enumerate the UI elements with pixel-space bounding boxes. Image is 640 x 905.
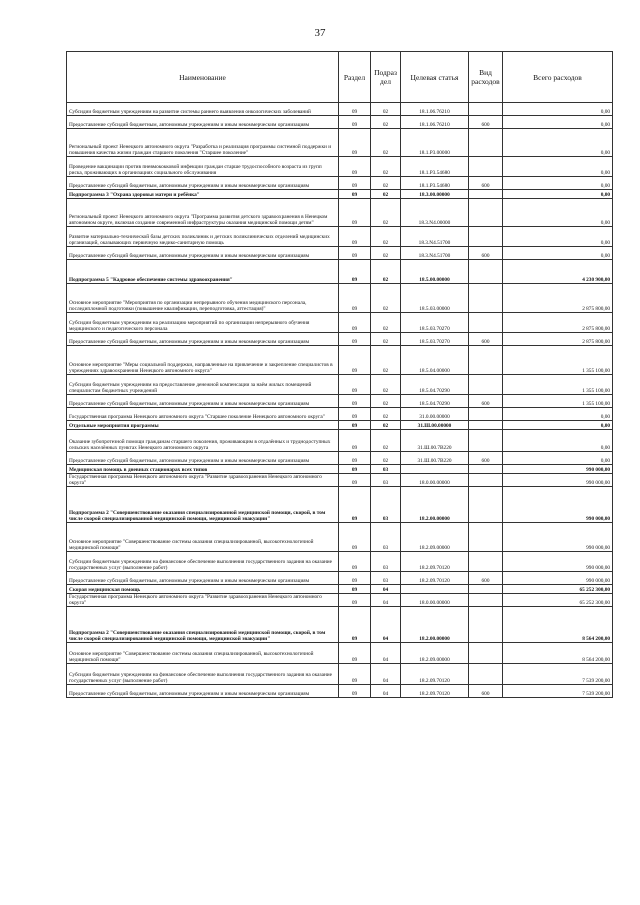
cell-total: 65 252 300,00 [503,594,613,607]
cell-kind: 600 [469,177,503,190]
cell-name: Подпрограмма 2 "Совершенствование оказания специализированной медицинской помощи, скорой, в том числе скорой специализированной медицинской помощи, медицинской эвакуации" [67,607,339,643]
cell-total: 1 355 100,00 [503,395,613,408]
cell-section: 09 [339,408,371,421]
cell-section: 09 [339,430,371,452]
cell-name: Субсидии бюджетным учреждениям на развитие системы раннего выявления онкологических заболеваний [67,103,339,116]
table-row [67,116,613,129]
cell-target: 18.5.04.70290 [401,395,469,408]
cell-target: 18.3.00.00000 [401,190,469,199]
table-row [67,395,613,408]
table-row [67,664,613,685]
cell-target: 18.0.00.00000 [401,474,469,487]
cell-target: 18.3.N4.00000 [401,199,469,227]
table-row [67,227,613,247]
cell-subsection: 02 [371,395,401,408]
cell-target: 18.2.09.00000 [401,523,469,552]
cell-section: 09 [339,199,371,227]
table-row [67,487,613,523]
table-row [67,643,613,664]
table-row [67,421,613,430]
cell-target: 18.2.09.00000 [401,643,469,664]
cell-name: Подпрограмма 3 "Охрана здоровья матери и ребёнка" [67,190,339,199]
cell-target: 18.5.04.00000 [401,346,469,375]
cell-total: 65 252 300,00 [503,585,613,594]
cell-name: Предоставление субсидий бюджетным, автономным учреждениям и иным некоммерческим организациям [67,452,339,465]
cell-total: 0,00 [503,227,613,247]
cell-subsection: 02 [371,375,401,395]
cell-target: 31.Ш.00.7В220 [401,430,469,452]
cell-target: 18.5.03.00000 [401,284,469,313]
cell-target: 18.1.06.76210 [401,116,469,129]
table-row [67,523,613,552]
cell-total: 2 875 800,00 [503,284,613,313]
cell-section: 09 [339,523,371,552]
cell-section: 09 [339,260,371,284]
cell-kind [469,552,503,572]
cell-subsection: 02 [371,333,401,346]
cell-kind: 600 [469,572,503,585]
page-number: 37 [314,27,326,39]
cell-target: 18.3.N4.51700 [401,247,469,260]
table-row [67,465,613,474]
table-row [67,346,613,375]
cell-target: 18.2.00.00000 [401,607,469,643]
cell-kind [469,523,503,552]
cell-subsection: 04 [371,664,401,685]
cell-kind: 600 [469,685,503,698]
cell-section: 09 [339,585,371,594]
table-row [67,260,613,284]
header-kind: Вид расходов [469,52,503,103]
cell-total: 0,00 [503,177,613,190]
table-row [67,408,613,421]
cell-subsection: 02 [371,421,401,430]
cell-section: 09 [339,190,371,199]
table-row [67,247,613,260]
cell-name: Предоставление субсидий бюджетным, автономным учреждениям и иным некоммерческим организациям [67,116,339,129]
cell-kind [469,227,503,247]
cell-target: 18.2.09.70120 [401,552,469,572]
cell-section: 09 [339,421,371,430]
table-row [67,430,613,452]
cell-target: 18.5.03.70270 [401,333,469,346]
cell-subsection: 02 [371,103,401,116]
cell-kind [469,585,503,594]
cell-name: Региональный проект Ненецкого автономного округа "Программа развития детского здравоохранения в Ненецком автономном округе, включая создание современной инфраструктуры оказания медицинской помощи детям" [67,199,339,227]
cell-kind [469,260,503,284]
cell-subsection: 02 [371,199,401,227]
cell-total: 0,00 [503,129,613,157]
cell-target: 31.Ш.00.00000 [401,421,469,430]
cell-target: 18.1.P3.54680 [401,177,469,190]
cell-total: 0,00 [503,103,613,116]
cell-subsection: 02 [371,157,401,177]
table-row [67,199,613,227]
cell-name: Проведение вакцинации против пневмококковой инфекции граждан старше трудоспособного возраста из групп риска, проживающих в организациях социального обслуживания [67,157,339,177]
cell-total: 8 564 200,00 [503,643,613,664]
cell-target [401,465,469,474]
table-row [67,284,613,313]
cell-subsection: 02 [371,260,401,284]
cell-target: 18.1.P3.00000 [401,129,469,157]
header-section: Раздел [339,52,371,103]
cell-kind [469,346,503,375]
cell-subsection: 04 [371,594,401,607]
cell-target: 18.5.04.70290 [401,375,469,395]
cell-name: Предоставление субсидий бюджетным, автономным учреждениям и иным некоммерческим организациям [67,177,339,190]
cell-name: Скорая медицинская помощь [67,585,339,594]
cell-kind [469,157,503,177]
cell-name: Основное мероприятие "Меры социальной поддержки, направленные на привлечение и закрепление специалистов в учреждениях здравоохранения Ненецкого автономного округа" [67,346,339,375]
cell-kind: 600 [469,116,503,129]
cell-total: 0,00 [503,430,613,452]
cell-subsection: 04 [371,607,401,643]
cell-subsection: 04 [371,585,401,594]
cell-section: 09 [339,487,371,523]
cell-kind [469,190,503,199]
table-row [67,177,613,190]
cell-section: 09 [339,129,371,157]
cell-subsection: 02 [371,129,401,157]
cell-section: 09 [339,103,371,116]
cell-name: Предоставление субсидий бюджетным, автономным учреждениям и иным некоммерческим организациям [67,333,339,346]
header-row [67,52,613,103]
cell-target: 18.2.09.70120 [401,685,469,698]
cell-kind [469,375,503,395]
cell-total: 990 000,00 [503,474,613,487]
cell-name: Подпрограмма 2 "Совершенствование оказания специализированной медицинской помощи, скорой, в том числе скорой специализированной медицинской помощи, медицинской эвакуации" [67,487,339,523]
cell-target: 18.1.06.76210 [401,103,469,116]
cell-subsection: 03 [371,552,401,572]
cell-total: 7 539 200,00 [503,664,613,685]
cell-section: 09 [339,685,371,698]
cell-section: 09 [339,227,371,247]
cell-subsection: 03 [371,523,401,552]
cell-kind [469,284,503,313]
cell-total: 0,00 [503,199,613,227]
cell-target: 18.0.00.00000 [401,594,469,607]
cell-name: Предоставление субсидий бюджетным, автономным учреждениям и иным некоммерческим организациям [67,247,339,260]
cell-section: 09 [339,607,371,643]
cell-kind [469,430,503,452]
table-row [67,585,613,594]
cell-subsection: 02 [371,452,401,465]
cell-total: 1 355 100,00 [503,346,613,375]
cell-subsection: 02 [371,227,401,247]
table-row [67,607,613,643]
cell-section: 09 [339,313,371,333]
cell-total: 0,00 [503,116,613,129]
cell-name: Субсидии бюджетным учреждениям на финансовое обеспечение выполнения государственного задания на оказание государственных услуг (выполнение работ) [67,664,339,685]
budget-table [66,51,613,698]
cell-subsection: 02 [371,116,401,129]
cell-name: Основное мероприятие "Совершенствование системы оказания специализированной, высокотехнологичной медицинской помощи" [67,523,339,552]
table-row [67,129,613,157]
cell-target: 31.0.00.00000 [401,408,469,421]
cell-name: Региональный проект Ненецкого автономного округа "Разработка и реализация программы системной поддержки и повышения качества жизни граждан старшего поколения "Старшее поколение" [67,129,339,157]
cell-kind [469,465,503,474]
cell-total: 0,00 [503,157,613,177]
cell-total: 990 000,00 [503,487,613,523]
cell-name: Основное мероприятие "Мероприятия по организации непрерывного обучения медицинского персонала, последипломной подготовки (повышение квалификации, переподготовка, аттестация)" [67,284,339,313]
cell-total: 990 000,00 [503,552,613,572]
cell-subsection: 02 [371,177,401,190]
cell-subsection: 03 [371,487,401,523]
cell-kind [469,487,503,523]
cell-total: 1 355 100,00 [503,375,613,395]
cell-subsection: 04 [371,643,401,664]
cell-total: 0,00 [503,247,613,260]
table-row [67,474,613,487]
cell-section: 09 [339,333,371,346]
cell-kind [469,103,503,116]
table-row [67,333,613,346]
cell-section: 09 [339,284,371,313]
table-row [67,375,613,395]
cell-subsection: 02 [371,430,401,452]
cell-total: 4 230 900,00 [503,260,613,284]
cell-name: Субсидии бюджетным учреждениям на реализацию мероприятий по организации непрерывного обучения медицинского и педагогического персонала [67,313,339,333]
table-row [67,190,613,199]
cell-subsection: 02 [371,284,401,313]
cell-subsection: 03 [371,474,401,487]
table-body [67,103,613,698]
table-row [67,552,613,572]
cell-kind [469,474,503,487]
cell-target: 31.Ш.00.7В220 [401,452,469,465]
cell-total: 990 000,00 [503,465,613,474]
cell-total: 8 564 200,00 [503,607,613,643]
cell-target: 18.2.09.70120 [401,572,469,585]
cell-section: 09 [339,157,371,177]
header-name: Наименование [67,52,339,103]
cell-name: Основное мероприятие "Совершенствование системы оказания специализированной, высокотехнологичной медицинской помощи" [67,643,339,664]
cell-section: 09 [339,452,371,465]
cell-kind [469,594,503,607]
cell-target: 18.2.00.00000 [401,487,469,523]
cell-total: 990 000,00 [503,572,613,585]
cell-kind [469,607,503,643]
cell-kind [469,421,503,430]
cell-name: Предоставление субсидий бюджетным, автономным учреждениям и иным некоммерческим организациям [67,685,339,698]
table-header [67,52,613,103]
cell-name: Государственная программа Ненецкого автономного округа "Развитие здравоохранения Ненецкого автономного округа" [67,474,339,487]
header-subsection: Подраз дел [371,52,401,103]
cell-section: 09 [339,643,371,664]
cell-name: Предоставление субсидий бюджетным, автономным учреждениям и иным некоммерческим организациям [67,572,339,585]
cell-name: Подпрограмма 5 "Кадровое обеспечение системы здравоохранения" [67,260,339,284]
header-total: Всего расходов [503,52,613,103]
cell-total: 0,00 [503,452,613,465]
cell-subsection: 03 [371,465,401,474]
cell-total: 2 875 800,00 [503,333,613,346]
cell-total: 0,00 [503,421,613,430]
table-row [67,572,613,585]
cell-section: 09 [339,395,371,408]
cell-section: 09 [339,177,371,190]
cell-subsection: 02 [371,313,401,333]
cell-name: Медицинская помощь в дневных стационарах всех типов [67,465,339,474]
cell-kind [469,313,503,333]
table-row [67,103,613,116]
cell-kind [469,199,503,227]
cell-subsection: 04 [371,685,401,698]
cell-name: Развитие материально-технической базы детских поликлиник и детских поликлинических отделений медицинских организаций, оказывающих первичную медико-санитарную помощь [67,227,339,247]
cell-name: Субсидии бюджетным учреждениям на финансовое обеспечение выполнения государственного задания на оказание государственных услуг (выполнение работ) [67,552,339,572]
cell-name: Государственная программа Ненецкого автономного округа "Развитие здравоохранения Ненецкого автономного округа" [67,594,339,607]
cell-total: 0,00 [503,190,613,199]
cell-target [401,585,469,594]
cell-total: 990 000,00 [503,523,613,552]
header-target: Целевая статья [401,52,469,103]
cell-section: 09 [339,465,371,474]
cell-total: 0,00 [503,408,613,421]
cell-subsection: 03 [371,572,401,585]
cell-section: 09 [339,116,371,129]
cell-target: 18.5.00.00000 [401,260,469,284]
cell-target: 18.5.03.70270 [401,313,469,333]
cell-kind: 600 [469,452,503,465]
cell-kind [469,408,503,421]
cell-kind: 600 [469,247,503,260]
table-row [67,313,613,333]
table-row [67,452,613,465]
cell-name: Предоставление субсидий бюджетным, автономным учреждениям и иным некоммерческим организациям [67,395,339,408]
cell-target: 18.2.09.70120 [401,664,469,685]
cell-total: 7 539 200,00 [503,685,613,698]
cell-subsection: 02 [371,247,401,260]
cell-section: 09 [339,247,371,260]
cell-name: Субсидии бюджетным учреждениям на предоставление денежной компенсации за наём жилых помещений специалистам бюджетных учреждений [67,375,339,395]
cell-kind [469,664,503,685]
table-row [67,594,613,607]
cell-section: 09 [339,474,371,487]
cell-total: 2 875 800,00 [503,313,613,333]
cell-kind [469,129,503,157]
cell-section: 09 [339,346,371,375]
cell-subsection: 02 [371,190,401,199]
cell-target: 18.3.N4.51700 [401,227,469,247]
table-row [67,685,613,698]
cell-section: 09 [339,572,371,585]
cell-subsection: 02 [371,346,401,375]
cell-kind: 600 [469,395,503,408]
cell-section: 09 [339,664,371,685]
cell-kind: 600 [469,333,503,346]
cell-subsection: 02 [371,408,401,421]
cell-section: 09 [339,552,371,572]
cell-section: 09 [339,375,371,395]
cell-name: Оказание зубопротезной помощи гражданам старшего поколения, проживающим в отдалённых и труднодоступных сельских населённых пунктах Ненецкого автономного округа [67,430,339,452]
table-row [67,157,613,177]
cell-name: Государственная программа Ненецкого автономного округа "Старшее поколение Ненецкого автономного округа" [67,408,339,421]
cell-section: 09 [339,594,371,607]
cell-kind [469,643,503,664]
cell-target: 18.1.P3.54680 [401,157,469,177]
cell-name: Отдельные мероприятия программы [67,421,339,430]
